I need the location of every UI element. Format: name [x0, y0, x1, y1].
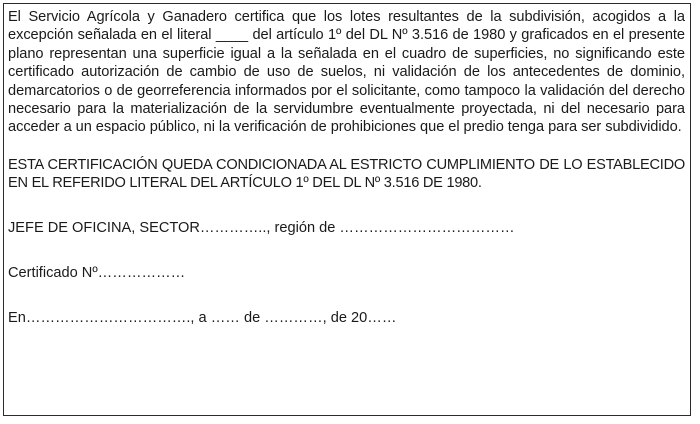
place-date-line: En……………………………., a …… de …………, de 20…… [8, 310, 397, 327]
certification-paragraph: El Servicio Agrícola y Ganadero certifica que los lotes resultantes de la subdivisión, acogidos a la excepción señalada en el literal ____ del artículo 1º del DL Nº 3.516 de 1980 y graficados en el presente plano representan una superficie igual a la señalada en el cuadro de superficies, no significando este certificado autorización de cambio de uso de suelos, ni validación de los antecedentes de dominio, demarcatorios o de georreferencia informados por el solicitante, como tampoco la validación del derecho necesario para la materialización de la servidumbre eventualmente proyectada, ni del necesario para acceder a un espacio público, ni la verificación de prohibiciones que el predio tenga para ser subdividido. [8, 9, 685, 136]
condition-paragraph: ESTA CERTIFICACIÓN QUEDA CONDICIONADA AL ESTRICTO CUMPLIMIENTO DE LO ESTABLECIDO EN EL REFERIDO LITERAL DEL ARTÍCULO 1º DEL DL Nº 3.516 DE 1980. [8, 156, 685, 192]
certificate-number-line: Certificado Nº……………… [8, 265, 186, 282]
certificate-box [3, 3, 691, 416]
office-chief-line: JEFE DE OFICINA, SECTOR………….., región de ……………………………… [8, 219, 515, 236]
